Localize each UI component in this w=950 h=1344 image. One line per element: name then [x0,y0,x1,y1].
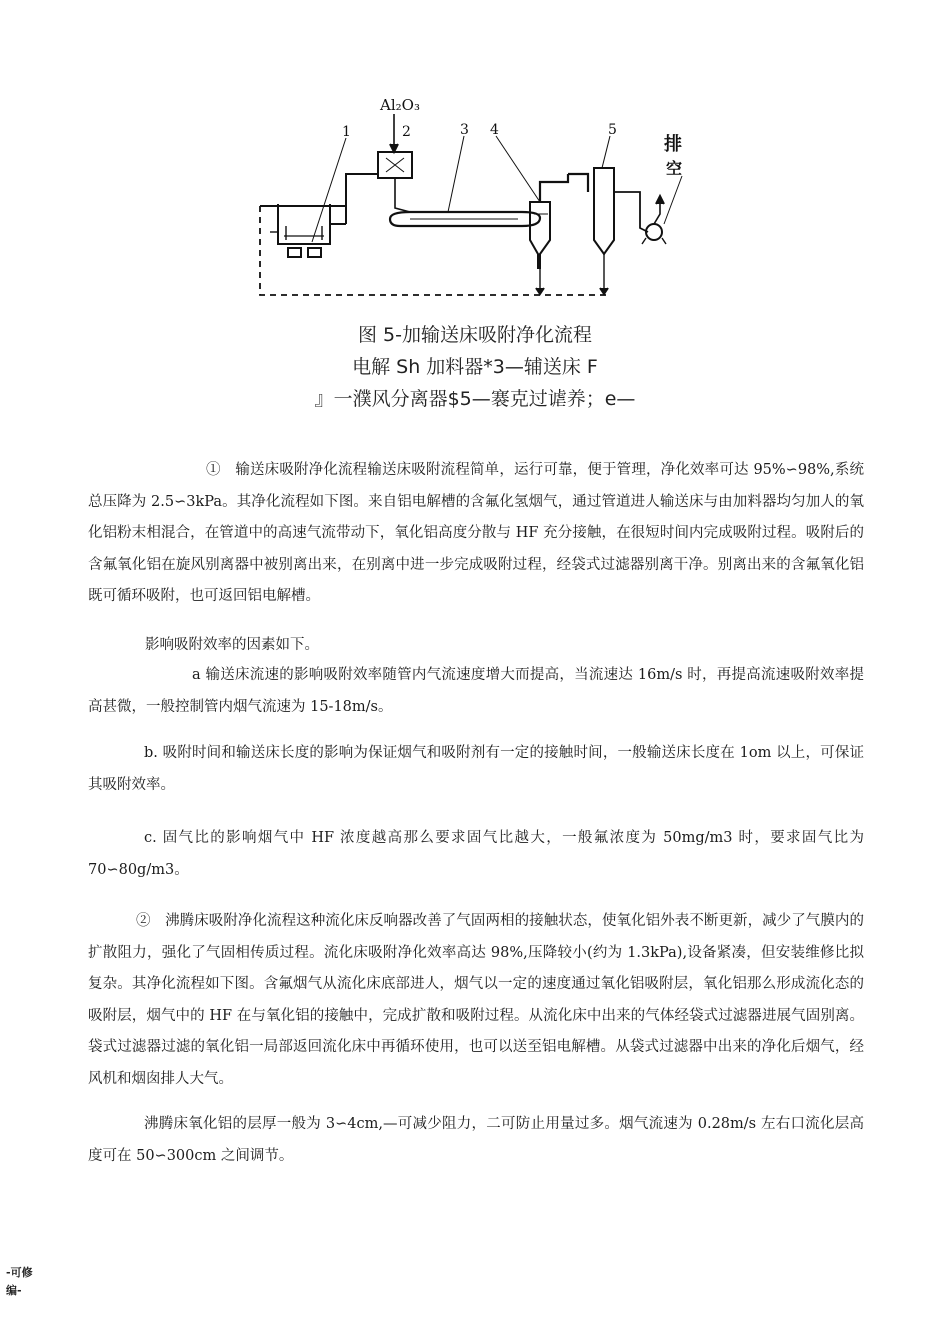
paragraph-factor-time-length: b. 吸附时间和输送床长度的影响为保证烟气和吸附剂有一定的接触时间，一般输送床长度在 1om 以上，可保证其吸附效率。 [88,745,864,793]
label-4: 4 [490,122,499,138]
figure-caption-legend-2: 』一濮风分离器$5—褰克过谑养；e— [314,388,636,410]
footer-line-2: 编- [6,1284,22,1297]
figure-caption-title: 图 5-加输送床吸附净化流程 [358,324,592,346]
paragraph-factor-solid-gas-ratio: c. 固气比的影响烟气中 HF 浓度越高那么要求固气比越大，一般氟浓度为 50mg/m3 时，要求固气比为 70∽80g/m3。 [88,830,864,878]
paragraph-factors-intro: 影响吸附效率的因素如下。 [145,637,319,653]
page-footer [6,1264,50,1300]
label-5: 5 [608,122,617,138]
paragraph-fluidized-bed-thickness: 沸腾床氧化铝的层厚一般为 3∽4cm,—可减少阻力，二可防止用量过多。烟气流速为 0.28m/s 左右口流化层高度可在 50∽300cm 之间调节。 [88,1116,864,1164]
flow-diagram-svg [250,92,710,304]
label-1: 1 [342,124,351,140]
label-al2o3: Al₂O₃ [380,96,420,114]
paragraph-transport-bed-process: ① 输送床吸附净化流程输送床吸附流程简单，运行可靠，便于管理，净化效率可达 95%∽98%,系统总压降为 2.5∽3kPa。其净化流程如下图。来自铝电解槽的含氟化氢烟气，通过管道进人输送床与由加料器均匀加人的氧化铝粉末相混合，在管道中的高速气流带动下，氧化铝高度分散与 HF 充分接触，在很短时间内完成吸附过程。吸附后的含氟氧化铝在旋风别离器中被别离出来，在别离中进一步完成吸附过程，经袋式过滤器别离干净。别离出来的含氟氧化铝既可循环吸附，也可返回铝电解槽。 [88,462,864,604]
process-flow-diagram [250,92,710,304]
exhaust-fan [642,196,666,244]
bag-filter [594,168,648,294]
label-kong: 空 [666,159,683,178]
cyclone-separator [530,174,588,294]
paragraph-fluidized-bed-process: ② 沸腾床吸附净化流程这种流化床反响器改善了气固两相的接触状态，使氧化铝外表不断更新，减少了气膜内的扩散阻力，强化了气固相传质过程。流化床吸附净化效率高达 98%,压降较小(约为 1.3kPa),设备紧凑，但安装维修比拟复杂。其净化流程如下图。含氟烟气从流化床底部进人，烟气以一定的速度通过氧化铝吸附层，氧化铝那么形成流化态的吸附层，烟气中的 HF 在与氧化铝的接触中，完成扩散和吸附过程。从流化床中出来的气体经袋式过滤器进展气固别离。袋式过滤器过滤的氧化铝一局部返回流化床中再循环使用，也可以送至铝电解槽。从袋式过滤器中出来的净化后烟气，经风机和烟囱排人大气。 [88,913,864,1087]
paragraph-factor-flow-speed: a 输送床流速的影响吸附效率随管内气流速度增大而提高，当流速达 16m/s 时，再提高流速吸附效率提高甚微，一般控制管内烟气流速为 15-18m/s。 [88,667,864,715]
label-2: 2 [402,124,411,140]
electrolytic-cell [270,204,346,257]
label-pai: 排 [664,134,682,155]
label-3: 3 [460,122,469,138]
footer-line-1: -可修 [6,1266,33,1279]
figure-caption-legend-1: 电解 Sh 加料器*3—辅送床 F [352,356,598,378]
